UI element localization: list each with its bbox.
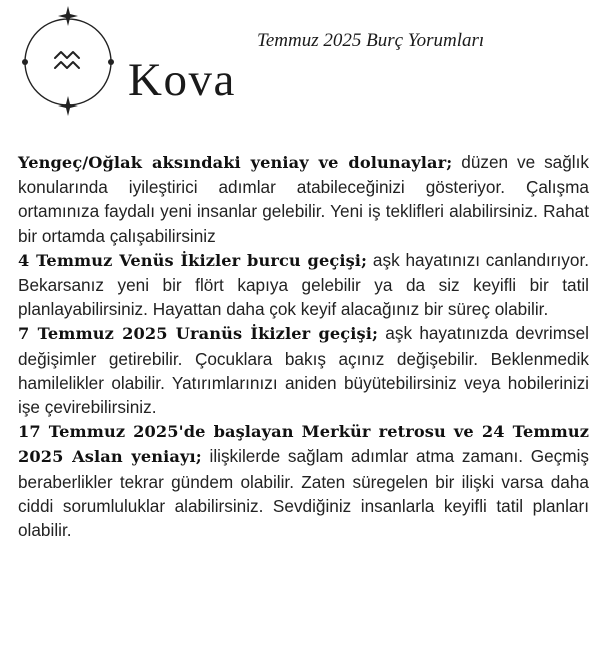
section-heading: Yengeç/Oğlak aksındaki yeniay ve dolunaylar; — [18, 153, 453, 172]
emblem-circle — [25, 19, 111, 105]
sparkle-star-bottom — [58, 96, 78, 116]
aquarius-emblem — [12, 4, 124, 116]
section-paragraph — [18, 419, 589, 542]
section-heading: 7 Temmuz 2025 Uranüs İkizler geçişi; — [18, 324, 379, 344]
section-text: düzen ve sağlık konularında iyileştirici adımlar atabileceğinizi gösteriyor. Çalışma ortamınıza faydalı yeni insanlar gelebilir. Yeni iş teklifleri alabilirsiniz. Rahat bir ortamda çalışabilirsiniz — [18, 152, 589, 246]
section-heading: 17 Temmuz 2025'de başlayan Merkür retrosu ve 24 Temmuz 2025 Aslan yeniayı; — [18, 422, 589, 467]
dot-right — [108, 59, 114, 65]
section-paragraph — [18, 248, 589, 322]
dot-left — [22, 59, 28, 65]
horoscope-body — [18, 150, 589, 542]
aquarius-icon — [55, 52, 79, 68]
sign-title: Kova — [128, 54, 236, 106]
section-text: aşk hayatınızda devrimsel değişimler getirebilir. Çocuklara bakış açınız değişebilir. Beklenmedik hamilelikler olabilir. Yatırımlarınızı aniden büyütebilirsiniz veya hobilerinizi işe çevirebilirsiniz. — [18, 323, 589, 418]
page-subtitle: Temmuz 2025 Burç Yorumları — [257, 30, 485, 51]
section-paragraph — [18, 150, 589, 248]
section-text: ilişkilerde sağlam adımlar atma zamanı. Geçmiş beraberlikler tekrar gündem olabilir. Zaten süregelen bir ilişki varsa daha ciddi sorumluluklar alabilirsiniz. Sevdiğiniz insanlarla keyifli tatil planları olabilir. — [18, 446, 589, 541]
section-heading: 4 Temmuz Venüs İkizler burcu geçişi; — [18, 250, 368, 270]
section-text: aşk hayatınızı canlandırıyor. Bekarsanız yeni bir flört kapıya gelebilir ya da siz keyifli bir tatil planlayabilirsiniz. Hayattan daha çok keyif alacağınız bir süreç olabilir. — [18, 249, 589, 320]
section-paragraph — [18, 321, 589, 419]
sparkle-star-top — [58, 6, 78, 26]
